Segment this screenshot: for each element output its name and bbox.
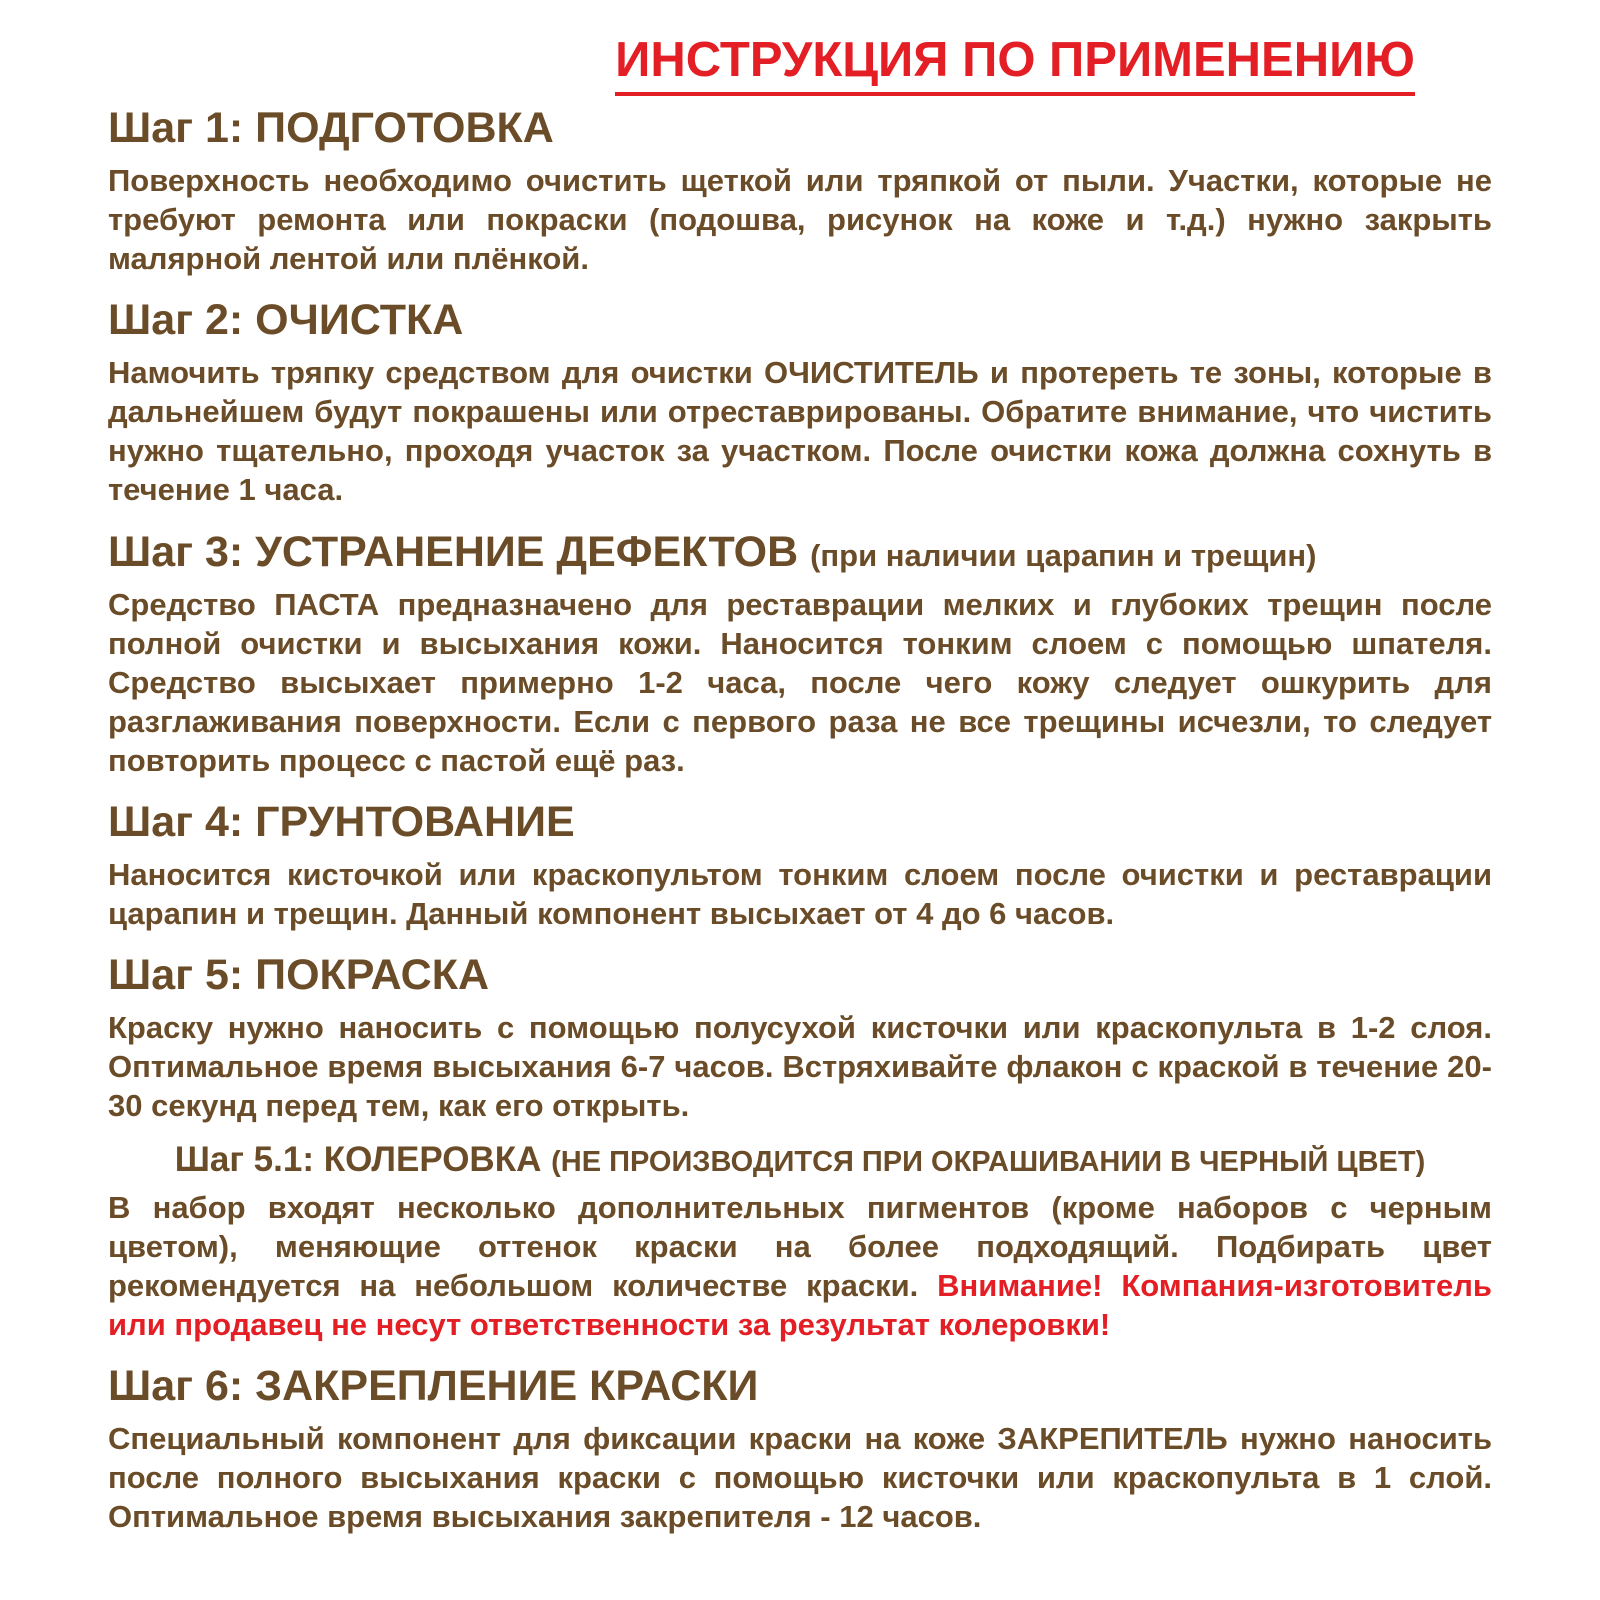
step-6-heading xyxy=(108,1364,1492,1409)
step-1-body: Поверхность необходимо очистить щеткой или тряпкой от пыли. Участки, которые не требуют ремонта или покраски (подошва, рисунок на коже и т.д.) нужно закрыть малярной лентой или плёнкой. xyxy=(108,163,1492,277)
section-step-5 xyxy=(108,953,1492,1125)
step-5-1-warning-text: Внимание! Компания-изготовитель или продавец не несут ответственности за результат колеровки! xyxy=(108,1267,1492,1343)
step-4-heading xyxy=(108,797,1492,846)
section-step-6 xyxy=(108,1364,1492,1536)
step-1-heading xyxy=(108,103,1492,152)
step-2-heading-label: Шаг 2: ОЧИСТКА xyxy=(108,296,464,345)
step-5-1-heading-suffix: (НЕ ПРОИЗВОДИТСЯ ПРИ ОКРАШИВАНИИ В ЧЕРНЫЙ ЦВЕТ) xyxy=(551,1146,1426,1179)
section-step-1 xyxy=(108,103,1492,278)
step-5-1-body xyxy=(108,1188,1492,1344)
step-6-heading-label: Шаг 6: ЗАКРЕПЛЕНИЕ КРАСКИ xyxy=(108,1362,759,1411)
page-title xyxy=(323,34,1600,96)
page-title-text: ИНСТРУКЦИЯ ПО ПРИМЕНЕНИЮ xyxy=(615,34,1415,96)
step-3-body: Средство ПАСТА предназначено для реставрации мелких и глубоких трещин после полной очистки и высыхания кожи. Наносится тонким слоем с помощью шпателя. Средство высыхает примерно 1-2 часа, после чего кожу следует ошкурить для разглаживания поверхности. Если с первого раза не все трещины исчезли, то следует повторить процесс с пастой ещё раз. xyxy=(108,586,1492,778)
step-3-heading-label: Шаг 3: УСТРАНЕНИЕ ДЕФЕКТОВ xyxy=(108,527,799,576)
section-step-5-1 xyxy=(108,1141,1492,1344)
step-2-body: Намочить тряпку средством для очистки ОЧИСТИТЕЛЬ и протереть те зоны, которые в дальнейшем будут покрашены или отреставрированы. Обратите внимание, что чистить нужно тщательно, проходя участок за участком. После очистки кожа должна сохнуть в течение 1 часа. xyxy=(108,355,1492,508)
section-step-2 xyxy=(108,298,1492,509)
section-step-3 xyxy=(108,527,1492,780)
step-2-heading xyxy=(108,298,1492,343)
step-3-heading-suffix: (при наличии царапин и трещин) xyxy=(810,537,1317,573)
step-4-heading-label: Шаг 4: ГРУНТОВАНИЕ xyxy=(108,797,575,846)
step-1-heading-label: Шаг 1: ПОДГОТОВКА xyxy=(108,103,554,152)
step-3-heading xyxy=(108,527,1492,576)
step-5-1-heading-label: Шаг 5.1: КОЛЕРОВКА xyxy=(174,1140,542,1180)
section-step-4 xyxy=(108,797,1492,933)
step-6-body: Специальный компонент для фиксации краски на коже ЗАКРЕПИТЕЛЬ нужно наносить после полного высыхания краски с помощью кисточки или краскопульта в 1 слой. Оптимальное время высыхания закрепителя - 12 часов. xyxy=(108,1421,1492,1535)
step-4-body: Наносится кисточкой или краскопультом тонким слоем после очистки и реставрации царапин и трещин. Данный компонент высыхает от 4 до 6 часов. xyxy=(108,857,1492,932)
step-5-1-body-text: В набор входят несколько дополнительных пигментов (кроме наборов с черным цветом), меняющие оттенок краски на более подходящий. Подбирать цвет рекомендуется на небольшом количестве краски. xyxy=(108,1189,1492,1303)
step-5-1-heading xyxy=(108,1141,1492,1180)
step-5-heading-label: Шаг 5: ПОКРАСКА xyxy=(108,951,489,1000)
step-5-body: Краску нужно наносить с помощью полусухой кисточки или краскопульта в 1-2 слоя. Оптимальное время высыхания 6-7 часов. Встряхивайте флакон с краской в течение 20-30 секунд перед тем, как его открыть. xyxy=(108,1010,1492,1124)
step-5-heading xyxy=(108,953,1492,998)
